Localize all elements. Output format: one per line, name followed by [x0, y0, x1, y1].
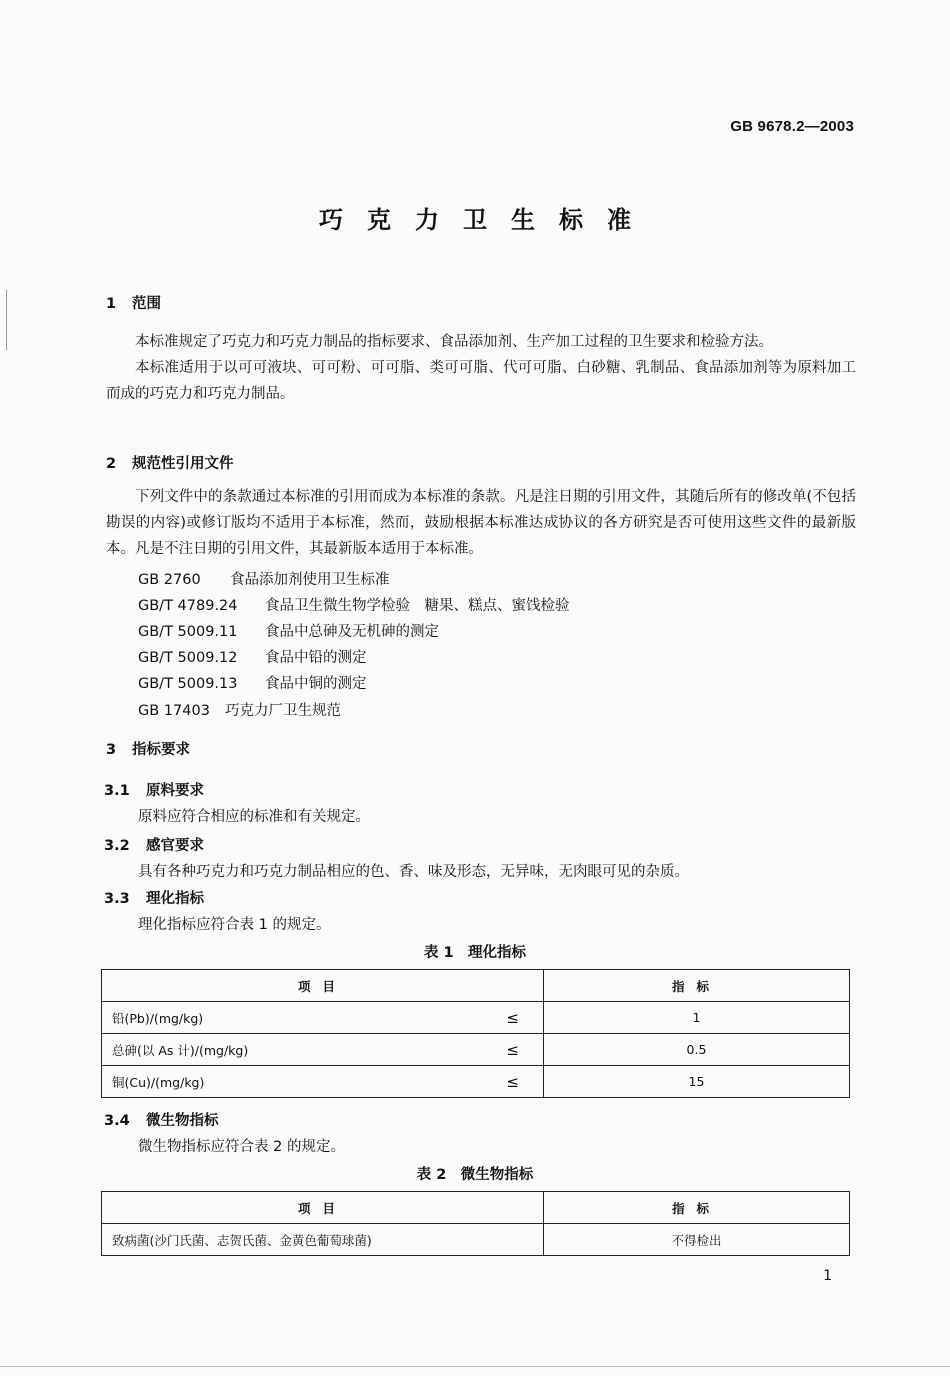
- section-2-body: [106, 484, 856, 562]
- item-cell: [102, 1066, 544, 1098]
- reference-title: 巧克力厂卫生规范: [225, 703, 341, 719]
- header-item: 项目: [102, 970, 544, 1002]
- table-row: [102, 1002, 850, 1034]
- table-row: [102, 1066, 850, 1098]
- table-2-caption: 表 2 微生物指标: [416, 1167, 534, 1183]
- item-name: 铅(Pb)/(mg/kg): [112, 1010, 204, 1026]
- section-number: 2: [106, 456, 117, 472]
- section-number: 3.4: [104, 1113, 130, 1129]
- item-cell: [102, 1034, 544, 1066]
- table-1: [101, 969, 850, 1098]
- section-title: 指标要求: [132, 742, 190, 758]
- standard-number: GB 9678.2—2003: [730, 118, 854, 135]
- header-value: 指标: [544, 970, 850, 1002]
- document-title: 巧克力卫生标准: [319, 206, 655, 234]
- paragraph: 本标准规定了巧克力和巧克力制品的指标要求、食品添加剂、生产加工过程的卫生要求和检验方法。: [135, 334, 773, 350]
- section-title: 规范性引用文件: [132, 456, 234, 472]
- scan-edge-mark: [0, 1366, 950, 1367]
- value-cell: 15: [544, 1066, 850, 1098]
- reference-title: 食品卫生微生物学检验 糖果、糕点、蜜饯检验: [265, 598, 570, 614]
- section-3-2-text: 具有各种巧克力和巧克力制品相应的色、香、味及形态，无异味，无肉眼可见的杂质。: [138, 864, 689, 880]
- reference-title: 食品中总砷及无机砷的测定: [265, 624, 439, 640]
- header-value: 指标: [544, 1192, 850, 1224]
- operator: ≤: [506, 1072, 519, 1091]
- section-title: 微生物指标: [146, 1113, 219, 1129]
- reference-code: GB 17403: [138, 703, 210, 719]
- section-3-1-text: 原料应符合相应的标准和有关规定。: [138, 809, 370, 825]
- section-3-2-heading: [104, 834, 204, 855]
- reference-item: [138, 646, 367, 667]
- section-3-1-heading: [104, 779, 204, 800]
- table-row: [102, 1224, 850, 1256]
- item-name: 铜(Cu)/(mg/kg): [112, 1074, 205, 1090]
- table-2: [101, 1191, 850, 1256]
- header-item: 项目: [102, 1192, 544, 1224]
- item-name: 总砷(以 As 计)/(mg/kg): [112, 1042, 249, 1058]
- reference-title: 食品中铅的测定: [265, 650, 367, 666]
- section-3-3-text: 理化指标应符合表 1 的规定。: [138, 917, 331, 933]
- reference-item: [138, 594, 570, 615]
- section-3-heading: [106, 738, 190, 759]
- section-3-3-heading: [104, 887, 204, 908]
- reference-title: 食品中铜的测定: [265, 676, 367, 692]
- section-number: 3.1: [104, 783, 130, 799]
- scan-edge-mark: [6, 290, 7, 350]
- section-number: 1: [106, 296, 117, 312]
- reference-code: GB/T 5009.12: [138, 650, 238, 666]
- section-title: 范围: [132, 296, 161, 312]
- reference-code: GB/T 5009.11: [138, 624, 238, 640]
- section-title: 感官要求: [146, 838, 204, 854]
- reference-item: [138, 568, 390, 589]
- paragraph: 下列文件中的条款通过本标准的引用而成为本标准的条款。凡是注日期的引用文件，其随后所有的修改单(不包括勘误的内容)或修订版均不适用于本标准，然而，鼓励根据本标准达成协议的各方研究是否可使用这些文件的最新版本。凡是不注日期的引用文件，其最新版本适用于本标准。: [106, 489, 856, 557]
- section-number: 3: [106, 742, 117, 758]
- operator: ≤: [506, 1040, 519, 1059]
- section-number: 3.2: [104, 838, 130, 854]
- section-number: 3.3: [104, 891, 130, 907]
- table-row: [102, 1034, 850, 1066]
- reference-item: [138, 672, 367, 693]
- reference-item: [138, 620, 439, 641]
- value-cell: 1: [544, 1002, 850, 1034]
- reference-code: GB/T 5009.13: [138, 676, 238, 692]
- item-cell: 致病菌(沙门氏菌、志贺氏菌、金黄色葡萄球菌): [102, 1224, 544, 1256]
- page-number: 1: [823, 1268, 832, 1284]
- reference-item: [138, 699, 341, 720]
- paragraph: 本标准适用于以可可液块、可可粉、可可脂、类可可脂、代可可脂、白砂糖、乳制品、食品添加剂等为原料加工而成的巧克力和巧克力制品。: [106, 360, 856, 402]
- section-title: 理化指标: [146, 891, 204, 907]
- section-3-4-heading: [104, 1109, 219, 1130]
- item-cell: [102, 1002, 544, 1034]
- reference-code: GB 2760: [138, 572, 201, 588]
- reference-title: 食品添加剂使用卫生标准: [230, 572, 390, 588]
- section-1-body: [106, 329, 856, 407]
- section-3-4-text: 微生物指标应符合表 2 的规定。: [138, 1139, 345, 1155]
- operator: ≤: [506, 1008, 519, 1027]
- value-cell: 0.5: [544, 1034, 850, 1066]
- section-title: 原料要求: [146, 783, 204, 799]
- table-header-row: [102, 1192, 850, 1224]
- table-1-caption: 表 1 理化指标: [423, 945, 527, 961]
- section-2-heading: [106, 452, 234, 473]
- value-cell: 不得检出: [544, 1224, 850, 1256]
- reference-code: GB/T 4789.24: [138, 598, 238, 614]
- section-1-heading: [106, 292, 161, 313]
- table-header-row: [102, 970, 850, 1002]
